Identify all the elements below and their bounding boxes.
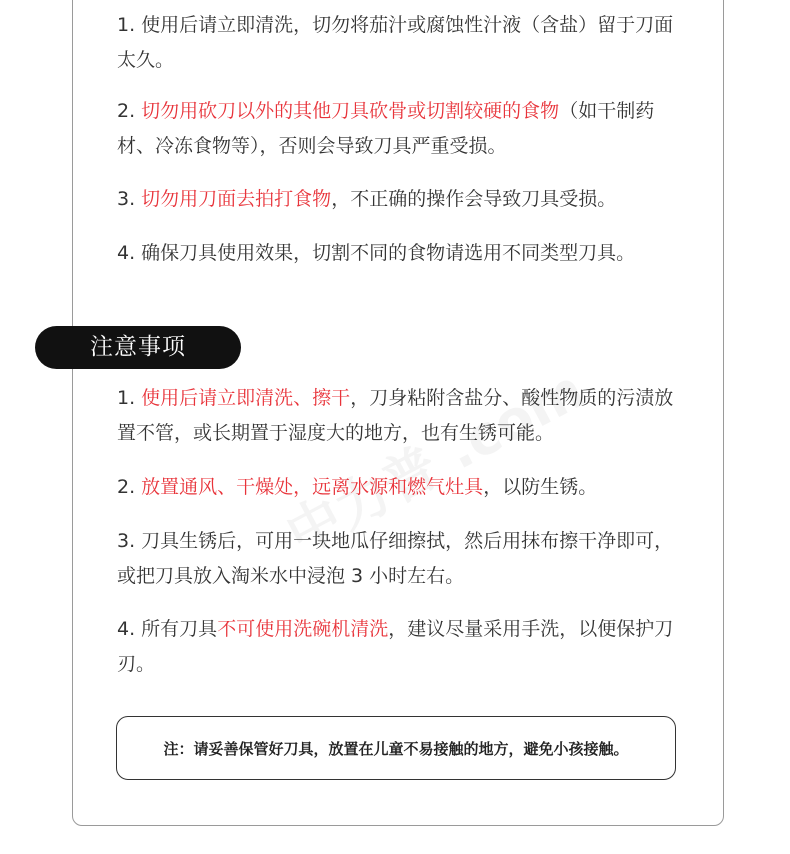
note-text: 注：请妥善保管好刀具，放置在儿童不易接触的地方，避免小孩接触。 <box>163 739 629 758</box>
item-text: ，以防生锈。 <box>483 476 598 498</box>
item-text: 确保刀具使用效果，切割不同的食物请选用不同类型刀具。 <box>141 242 636 264</box>
section-heading: 注意事项 <box>35 326 241 369</box>
care-item-2 <box>117 94 687 164</box>
item-number: 3. <box>117 188 142 210</box>
item-number: 4. <box>117 618 142 640</box>
notice-item-4 <box>117 612 687 682</box>
item-number: 3. <box>117 530 142 552</box>
item-text: （如干制药材、冷冻食物等），否则会导致刀具严重受损。 <box>117 100 655 157</box>
note-box <box>116 716 676 780</box>
item-text: ，刀身粘附含盐分、酸性物质的污渍放置不管，或长期置于湿度大的地方，也有生锈可能。 <box>117 387 674 444</box>
item-text: 使用后请立即清洗，切勿将茄汁或腐蚀性汁液（含盐）留于刀面太久。 <box>117 14 674 71</box>
item-text: 刀具生锈后，可用一块地瓜仔细擦拭，然后用抹布擦干净即可，或把刀具放入淘米水中浸泡 3 小时左右。 <box>117 530 674 587</box>
notice-item-1 <box>117 381 687 451</box>
item-number: 2. <box>117 476 142 498</box>
care-item-1 <box>117 8 687 78</box>
item-highlight: 不可使用洗碗机清洗 <box>217 618 389 640</box>
care-item-4 <box>117 236 687 271</box>
item-highlight: 使用后请立即清洗、擦干 <box>141 387 351 409</box>
item-highlight: 切勿用刀面去拍打食物 <box>141 188 332 210</box>
item-text: ，不正确的操作会导致刀具受损。 <box>331 188 617 210</box>
item-prefix: 所有刀具 <box>141 618 218 640</box>
item-highlight: 放置通风、干燥处，远离水源和燃气灶具 <box>141 476 484 498</box>
item-text: ，建议尽量采用手洗，以便保护刀刃。 <box>117 618 674 675</box>
notice-item-2 <box>117 470 687 505</box>
care-item-3 <box>117 182 687 217</box>
notice-item-3 <box>117 524 687 594</box>
item-number: 2. <box>117 100 142 122</box>
item-number: 1. <box>117 14 142 36</box>
item-number: 1. <box>117 387 142 409</box>
item-number: 4. <box>117 242 142 264</box>
item-highlight: 切勿用砍刀以外的其他刀具砍骨或切割较硬的食物 <box>141 100 560 122</box>
